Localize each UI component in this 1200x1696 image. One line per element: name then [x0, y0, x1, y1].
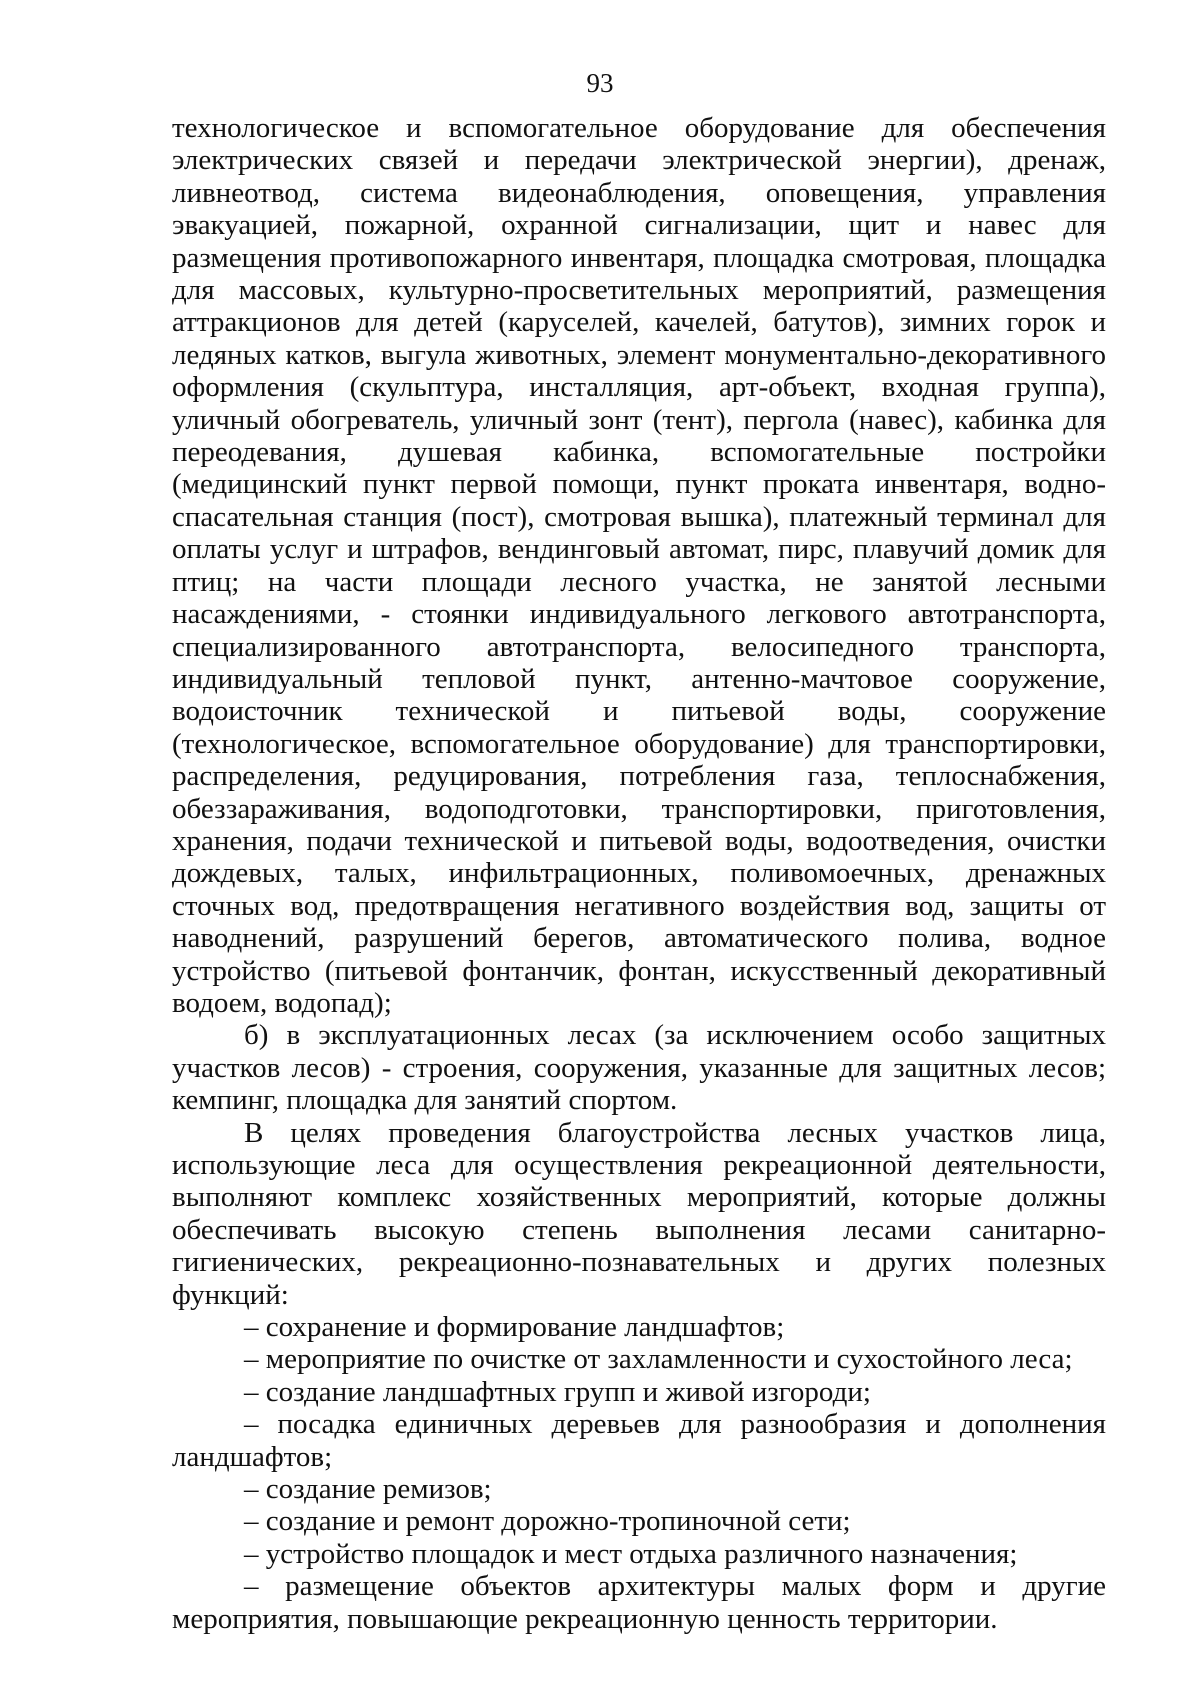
document-body: [172, 112, 1106, 1635]
list-item: – создание и ремонт дорожно-тропиночной сети;: [244, 1505, 851, 1538]
list-item: – посадка единичных деревьев для разнообразия и дополнения ландшафтов;: [172, 1408, 1106, 1473]
paragraph-operational-forests: б) в эксплуатационных лесах (за исключением особо защитных участков лесов) - строения, сооружения, указанные для защитных лесов; кемпинг, площадка для занятий спортом.: [172, 1019, 1106, 1117]
list-item: – размещение объектов архитектуры малых форм и другие мероприятия, повышающие рекреационную ценность территории.: [172, 1570, 1106, 1635]
list-item: – создание ландшафтных групп и живой изгороди;: [244, 1375, 871, 1408]
list-item: – сохранение и формирование ландшафтов;: [244, 1311, 785, 1344]
list-item: – устройство площадок и мест отдыха различного назначения;: [244, 1537, 1018, 1570]
paragraph-facilities-list: технологическое и вспомогательное оборудование для обеспечения электрических связей и передачи электрической энергии), дренаж, ливнеотвод, система видеонаблюдения, оповещения, управления эвакуацией, пожарной, охранной сигнализации, щит и навес для размещения противопожарного инвентаря, площадка смотровая, площадка для массовых, культурно-просветительных мероприятий, размещения аттракционов для детей (каруселей, качелей, батутов), зимних горок и ледяных катков, выгула животных, элемент монументально-декоративного оформления (скульптура, инсталляция, арт-объект, входная группа), уличный обогреватель, уличный зонт (тент), пергола (навес), кабинка для переодевания, душевая кабинка, вспомогательные постройки (медицинский пункт первой помощи, пункт проката инвентаря, водно-спасательная станция (пост), смотровая вышка), платежный терминал для оплаты услуг и штрафов, вендинговый автомат, пирс, плавучий домик для птиц; на части площади лесного участка, не занятой лесными насаждениями, - стоянки индивидуального легкового автотранспорта, специализированного автотранспорта, велосипедного транспорта, индивидуальный тепловой пункт, антенно-мачтовое сооружение, водоисточник технической и питьевой воды, сооружение (технологическое, вспомогательное оборудование) для транспортировки, распределения, редуцирования, потребления газа, теплоснабжения, обеззараживания, водоподготовки, транспортировки, приготовления, хранения, подачи технической и питьевой воды, водоотведения, очистки дождевых, талых, инфильтрационных, поливомоечных, дренажных сточных вод, предотвращения негативного воздействия вод, защиты от наводнений, разрушений берегов, автоматического полива, водное устройство (питьевой фонтанчик, фонтан, искусственный декоративный водоем, водопад);: [172, 112, 1106, 1019]
list-item: – создание ремизов;: [244, 1473, 492, 1506]
paragraph-improvement-measures: В целях проведения благоустройства лесных участков лица, использующие леса для осуществления рекреационной деятельности, выполняют комплекс хозяйственных мероприятий, которые должны обеспечивать высокую степень выполнения лесами санитарно-гигиенических, рекреационно-познавательных и других полезных функций:: [172, 1116, 1106, 1311]
page-number: 93: [586, 68, 614, 98]
list-item: – мероприятие по очистке от захламленности и сухостойного леса;: [244, 1343, 1073, 1376]
